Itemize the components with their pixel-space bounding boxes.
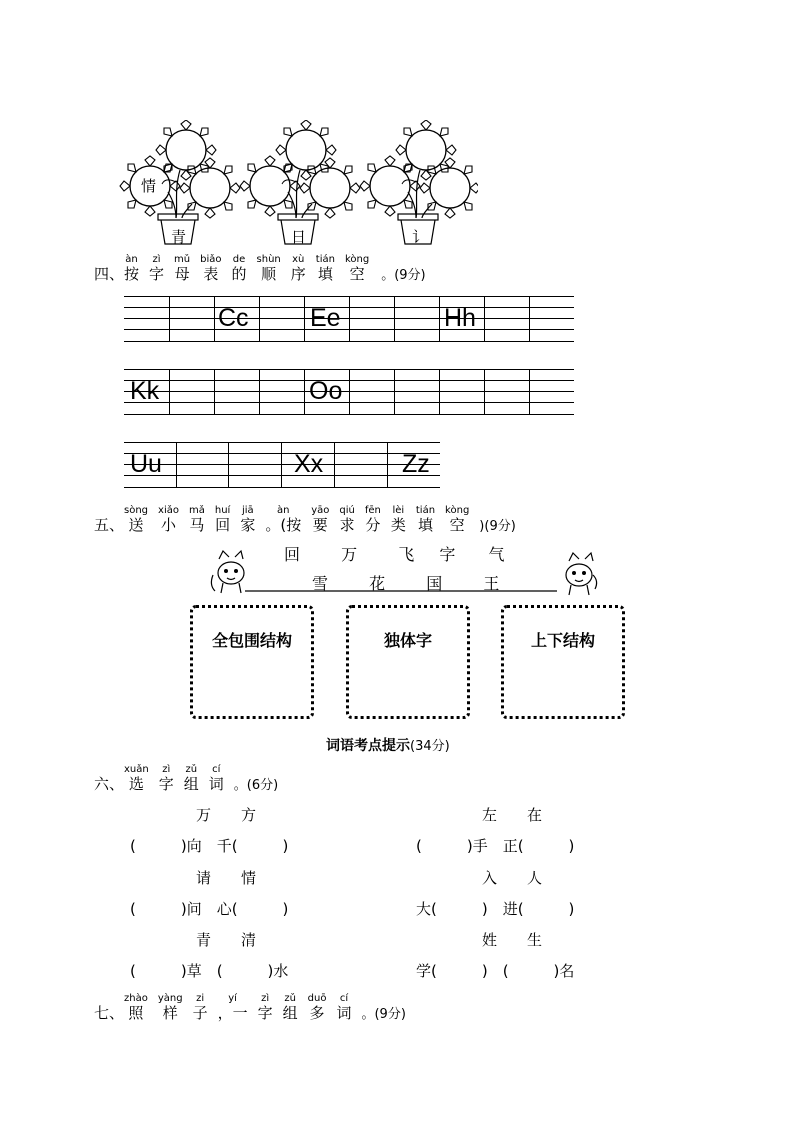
char-pair: 姓 生: [482, 931, 543, 949]
question-4-header: 四、 àn 按 zì 字 mǔ 母 biǎo 表 de 的 shùn 顺 xù 序 tián 填 kòng 空 。(9分): [94, 254, 426, 283]
char-pair: 万 方: [196, 806, 257, 824]
letter-cell: Ee: [310, 304, 341, 332]
word-bank-line-2: 雪 花 国 王: [312, 574, 500, 593]
question-score: 。(9分): [361, 1007, 406, 1022]
letter-grid-row-1: [124, 296, 574, 342]
char-pair: 左 在: [482, 806, 543, 824]
question-number: 五、: [94, 516, 125, 534]
fill-blank-line[interactable]: ( )问 心( ): [130, 900, 289, 918]
pot-char: 青: [171, 228, 187, 246]
char-pair: 请 情: [196, 869, 257, 887]
fill-blank-line[interactable]: ( )向 千( ): [130, 837, 289, 855]
category-box-single-body[interactable]: 独体字: [346, 605, 470, 719]
question-score: )(9分): [479, 519, 516, 534]
question-5-header: 五、 sòng 送 xiǎo 小 mǎ 马 huí 回 jiā 家 àn 。(按 yāo 要 qiú 求 fēn 分 lèi 类 tián 填 kòng 空 )(9分): [94, 505, 516, 534]
horse-icon: [566, 553, 597, 595]
letter-cell: Cc: [218, 304, 249, 332]
letter-cell: Hh: [444, 304, 476, 332]
letter-grid-row-2: [124, 369, 574, 415]
pot-char: 日: [291, 228, 307, 246]
flower-left-char: 情: [141, 177, 157, 195]
letter-cell: Oo: [309, 377, 343, 405]
question-6-header: 六、 xuǎn 选 zì 字 zǔ 组 cí 词 。(6分): [94, 764, 279, 793]
section-title: 词语考点提示(34分): [326, 738, 450, 754]
char-pair: 青 清: [196, 931, 257, 949]
question-number: 七、: [94, 1004, 125, 1022]
question-number: 六、: [94, 775, 125, 793]
question-score: 。(9分): [381, 268, 426, 283]
letter-cell: Uu: [130, 450, 162, 478]
question-7-header: 七、 zhào 照 yàng 样 zi 子 yí ，一 zì 字 zǔ 组 duō 多 cí 词 。(9分): [94, 993, 406, 1022]
fill-blank-line[interactable]: ( )手 正( ): [416, 837, 575, 855]
category-box-full-enclosure[interactable]: 全包围结构: [190, 605, 314, 719]
fill-blank-line[interactable]: 大( ) 进( ): [416, 900, 575, 918]
question-number: 四、: [94, 265, 125, 283]
letter-cell: Zz: [402, 450, 430, 478]
question-score: 。(6分): [233, 778, 279, 793]
letter-cell: Kk: [130, 377, 160, 405]
fill-blank-line[interactable]: 学( ) ( )名: [416, 962, 575, 980]
char-pair: 入 人: [482, 869, 543, 887]
fill-blank-line[interactable]: ( )草 ( )水: [130, 962, 289, 980]
word-bank-line-1: 回 万 飞 字 气: [284, 545, 505, 564]
letter-cell: Xx: [294, 450, 324, 478]
letter-grid-row-3: [124, 442, 440, 488]
horse-icon: [211, 551, 244, 593]
pot-char: 讠: [412, 228, 428, 246]
category-box-top-bottom[interactable]: 上下结构: [501, 605, 625, 719]
